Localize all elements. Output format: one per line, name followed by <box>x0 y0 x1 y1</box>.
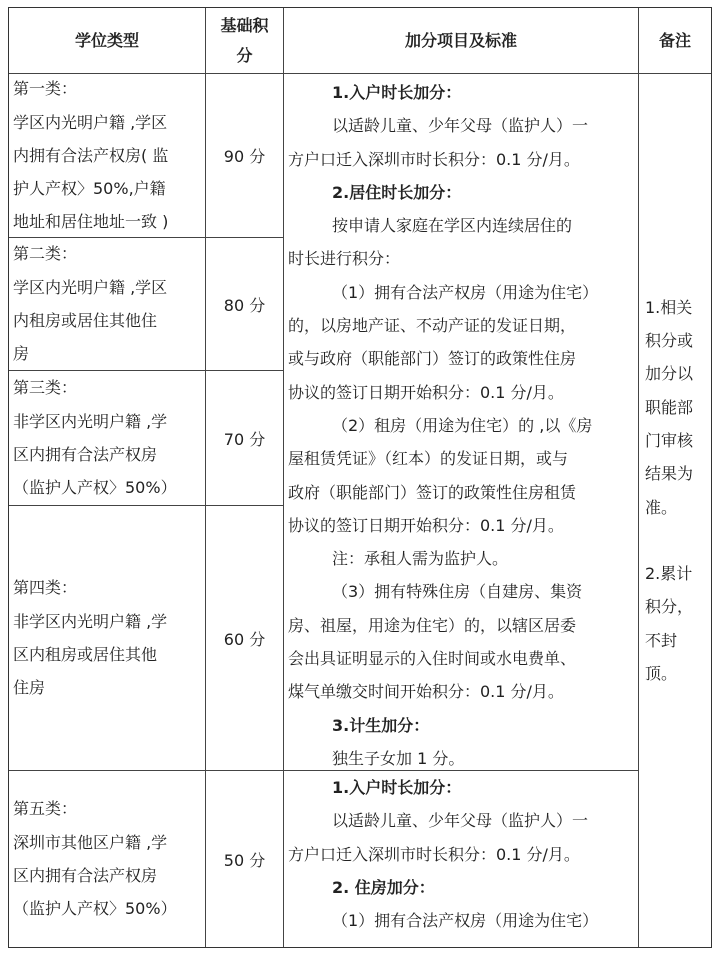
header-bonus <box>284 8 639 74</box>
header-note-label: 备注 <box>658 30 691 50</box>
base-score-cell <box>206 74 284 238</box>
bonus-line: 独生子女加 1 分。 <box>332 748 465 768</box>
type-line: 区内拥有合法产权房 <box>13 866 158 885</box>
header-base-label-2: 分 <box>236 45 253 65</box>
type-line: 非学区内光明户籍 ,学 <box>13 411 168 431</box>
bonus-line: 协议的签订日期开始积分：0.1 分/月。 <box>288 515 564 535</box>
type-cell <box>9 371 206 506</box>
type-line: 非学区内光明户籍 ,学 <box>13 611 168 631</box>
type-line: 第五类： <box>13 799 78 819</box>
type-line: 房 <box>13 344 30 364</box>
note-line: 积分或 <box>645 331 694 351</box>
type-line: （监护人产权〉50%） <box>13 478 177 498</box>
bonus-line: 按申请人家庭在学区内连续居住的 <box>332 216 573 236</box>
type-line: 第二类： <box>13 244 78 264</box>
note-line: 1.相关 <box>645 297 693 317</box>
header-type <box>9 8 206 74</box>
base-score: 50 分 <box>223 850 266 870</box>
header-note <box>639 8 711 74</box>
base-score-cell <box>206 371 284 506</box>
type-line: 护人产权〉50%,户籍 <box>13 179 166 199</box>
type-line: 地址和居住地址一致 ) <box>13 212 169 232</box>
note-line: 门审核 <box>645 430 694 450</box>
base-score-cell <box>206 771 284 947</box>
bonus-line: 的，以房地产证、不动产证的发证日期， <box>288 316 577 336</box>
bonus-line: 以适龄儿童、少年父母（监护人）一 <box>332 811 589 831</box>
section-heading: 1.入户时长加分： <box>332 83 462 102</box>
type-cell <box>9 74 206 238</box>
note-line: 顶。 <box>645 663 678 683</box>
type-line: （监护人产权〉50%） <box>13 899 177 919</box>
base-score-cell <box>206 506 284 771</box>
header-base-label-1: 基础积 <box>220 15 269 35</box>
note-line: 积分， <box>645 597 694 617</box>
note-cell <box>639 74 711 947</box>
bonus-line: 方户口迁入深圳市时长积分：0.1 分/月。 <box>288 149 580 169</box>
section-heading: 2.居住时长加分： <box>332 182 462 202</box>
bonus-line: 房、祖屋，用途为住宅）的，以辖区居委 <box>288 615 577 635</box>
base-score: 60 分 <box>223 629 266 649</box>
header-base-score <box>206 8 284 74</box>
bonus-line: 煤气单缴交时间开始积分：0.1 分/月。 <box>288 682 564 702</box>
section-heading: 1.入户时长加分： <box>332 778 462 797</box>
note-line: 结果为 <box>645 464 694 484</box>
header-bonus-label: 加分项目及标准 <box>404 30 517 50</box>
note-line <box>645 524 711 557</box>
type-line: 住房 <box>13 678 46 698</box>
bonus-cell-other <box>284 771 639 947</box>
type-cell <box>9 506 206 771</box>
bonus-line: 方户口迁入深圳市时长积分：0.1 分/月。 <box>288 844 580 864</box>
bonus-line: 协议的签订日期开始积分：0.1 分/月。 <box>288 382 564 402</box>
section-heading: 3.计生加分： <box>332 715 430 735</box>
base-score: 70 分 <box>223 429 266 449</box>
bonus-line: （3）拥有特殊住房（自建房、集资 <box>332 582 583 602</box>
note-line: 职能部 <box>645 397 694 417</box>
bonus-line: 以适龄儿童、少年父母（监护人）一 <box>332 116 589 136</box>
type-line: 区内拥有合法产权房 <box>13 445 158 464</box>
scoring-table <box>8 7 712 948</box>
type-line: 内拥有合法产权房( 监 <box>13 145 169 165</box>
type-line: 内租房或居住其他住 <box>13 311 158 330</box>
section-heading: 2. 住房加分： <box>332 877 435 897</box>
type-line: 学区内光明户籍 ,学区 <box>13 277 168 297</box>
type-cell <box>9 238 206 371</box>
bonus-cell-local <box>284 74 639 771</box>
type-line: 深圳市其他区户籍 ,学 <box>13 832 168 852</box>
type-cell <box>9 771 206 947</box>
header-type-label: 学位类型 <box>74 30 139 50</box>
bonus-line: 政府（职能部门）签订的政策性住房租赁 <box>288 482 577 502</box>
bonus-line: 时长进行积分： <box>288 249 401 269</box>
type-line: 第四类： <box>13 578 78 598</box>
type-line: 区内租房或居住其他 <box>13 645 158 664</box>
bonus-line: 屋租赁凭证》（红本）的发证日期，或与 <box>288 449 569 469</box>
base-score: 90 分 <box>223 147 266 166</box>
note-line: 不封 <box>645 630 678 650</box>
note-line: 加分以 <box>645 364 694 384</box>
note-line: 准。 <box>645 497 678 517</box>
bonus-line: （2）租房（用途为住宅）的 ,以《房 <box>332 415 593 435</box>
type-line: 第三类： <box>13 378 78 398</box>
bonus-line: 或与政府（职能部门）签订的政策性住房 <box>288 349 577 369</box>
base-score-cell <box>206 238 284 371</box>
note-line: 2.累计 <box>645 564 693 584</box>
base-score: 80 分 <box>223 295 266 315</box>
bonus-line: （1）拥有合法产权房（用途为住宅） <box>332 911 599 931</box>
type-line: 第一类： <box>13 79 78 99</box>
bonus-line: （1）拥有合法产权房（用途为住宅） <box>332 282 599 302</box>
bonus-line: 会出具证明显示的入住时间或水电费单、 <box>288 649 577 669</box>
bonus-line: 注：承租人需为监护人。 <box>332 549 509 569</box>
type-line: 学区内光明户籍 ,学区 <box>13 112 168 132</box>
